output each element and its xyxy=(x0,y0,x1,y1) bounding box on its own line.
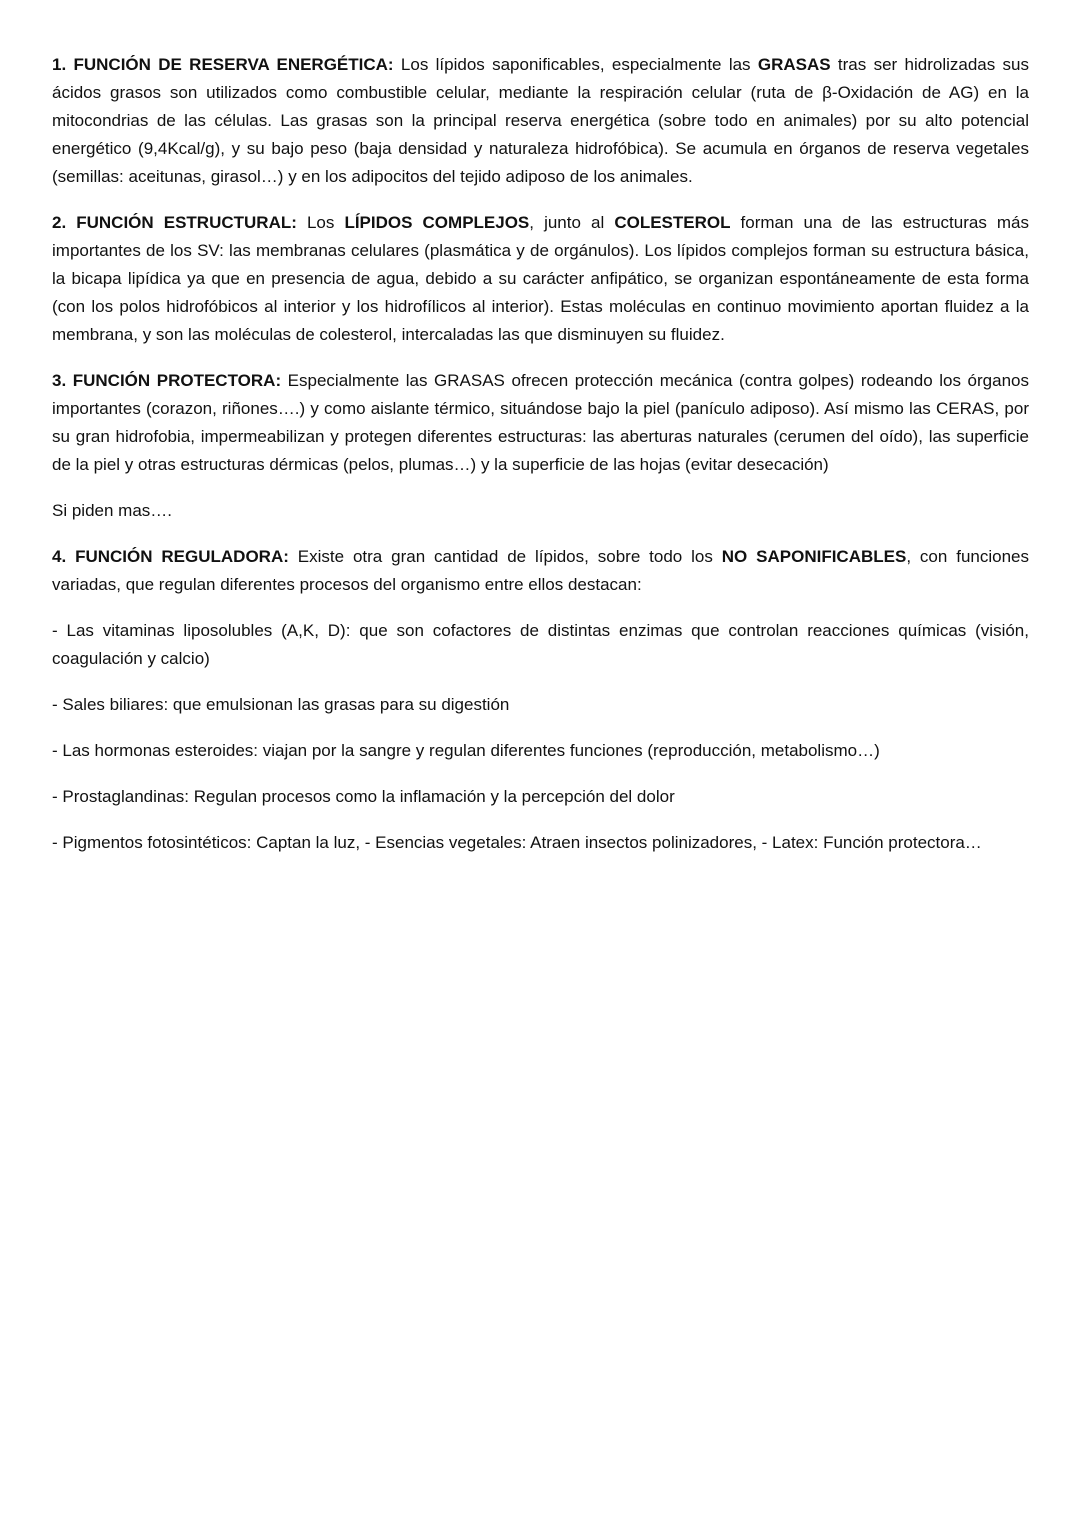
section-text: , junto al xyxy=(529,213,615,232)
section-reserva-energetica xyxy=(52,51,1029,191)
bold-term: NO SAPONIFICABLES xyxy=(721,547,907,566)
section-text: tras ser hidrolizadas sus ácidos grasos son utilizados como combustible celular, mediante la respiración celular (ruta de β-Oxidación de AG) en la mitocondrias de las células. Las grasas son la principal reserva energética (sobre todo en animales) por su alto potencial energético (9,4Kcal/g), y su bajo peso (baja densidad y naturaleza hidrofóbica). Se acumula en órganos de reserva vegetales (semillas: aceitunas, girasol…) y en los adipocitos del tejido adiposo de los animales. xyxy=(52,55,1030,186)
list-item: - Pigmentos fotosintéticos: Captan la luz, - Esencias vegetales: Atraen insectos polinizadores, - Latex: Función protectora… xyxy=(52,833,982,852)
section-heading: 4. FUNCIÓN REGULADORA: xyxy=(52,547,289,566)
section-text: Especialmente las GRASAS ofrecen protección mecánica (contra golpes) rodeando los órganos importantes (corazon, riñones….) y como aislante térmico, situándose bajo la piel (panículo adiposo). Así mismo las CERAS, por su gran hidrofobia, impermeabilizan y protegen diferentes estructuras: las aberturas naturales (cerumen del oído), las superficie de la piel y otras estructuras dérmicas (pelos, plumas…) y la superficie de las hojas (evitar desecación) xyxy=(52,371,1029,474)
section-text: Los lípidos saponificables, especialmente las xyxy=(393,55,758,74)
section-text: , con funciones variadas, que regulan diferentes procesos del organismo entre ellos destacan: xyxy=(52,547,1030,594)
section-heading: 2. FUNCIÓN ESTRUCTURAL: xyxy=(52,213,297,232)
section-reguladora xyxy=(52,543,1029,599)
section-estructural xyxy=(52,209,1029,349)
section-heading: 3. FUNCIÓN PROTECTORA: xyxy=(52,371,282,390)
section-protectora xyxy=(52,367,1029,479)
section-text: Existe otra gran cantidad de lípidos, sobre todo los xyxy=(288,547,722,566)
bold-term: LÍPIDOS COMPLEJOS xyxy=(344,213,530,232)
section-text: Los xyxy=(296,213,345,232)
list-item: - Prostaglandinas: Regulan procesos como la inflamación y la percepción del dolor xyxy=(52,787,675,806)
list-item: - Las hormonas esteroides: viajan por la sangre y regulan diferentes funciones (reproducción, metabolismo…) xyxy=(52,741,880,760)
note-text: Si piden mas…. xyxy=(52,501,172,520)
bold-term: COLESTEROL xyxy=(614,213,731,232)
section-heading: 1. FUNCIÓN DE RESERVA ENERGÉTICA: xyxy=(52,55,394,74)
list-item: - Sales biliares: que emulsionan las grasas para su digestión xyxy=(52,695,510,714)
list-item: - Las vitaminas liposolubles (A,K, D): que son cofactores de distintas enzimas que controlan reacciones químicas (visión, coagulación y calcio) xyxy=(52,621,1029,668)
section-text: forman una de las estructuras más importantes de los SV: las membranas celulares (plasmática y de orgánulos). Los lípidos complejos forman su estructura básica, la bicapa lipídica ya que en presencia de agua, debido a su carácter anfipático, se organizan espontáneamente de esta forma (con los polos hidrofóbicos al interior y los hidrofílicos al interior). Estas moléculas en continuo movimiento aportan fluidez a la membrana, y son las moléculas de colesterol, intercaladas las que disminuyen su fluidez. xyxy=(52,213,1029,344)
document-page xyxy=(52,51,1029,875)
bold-term: GRASAS xyxy=(757,55,831,74)
